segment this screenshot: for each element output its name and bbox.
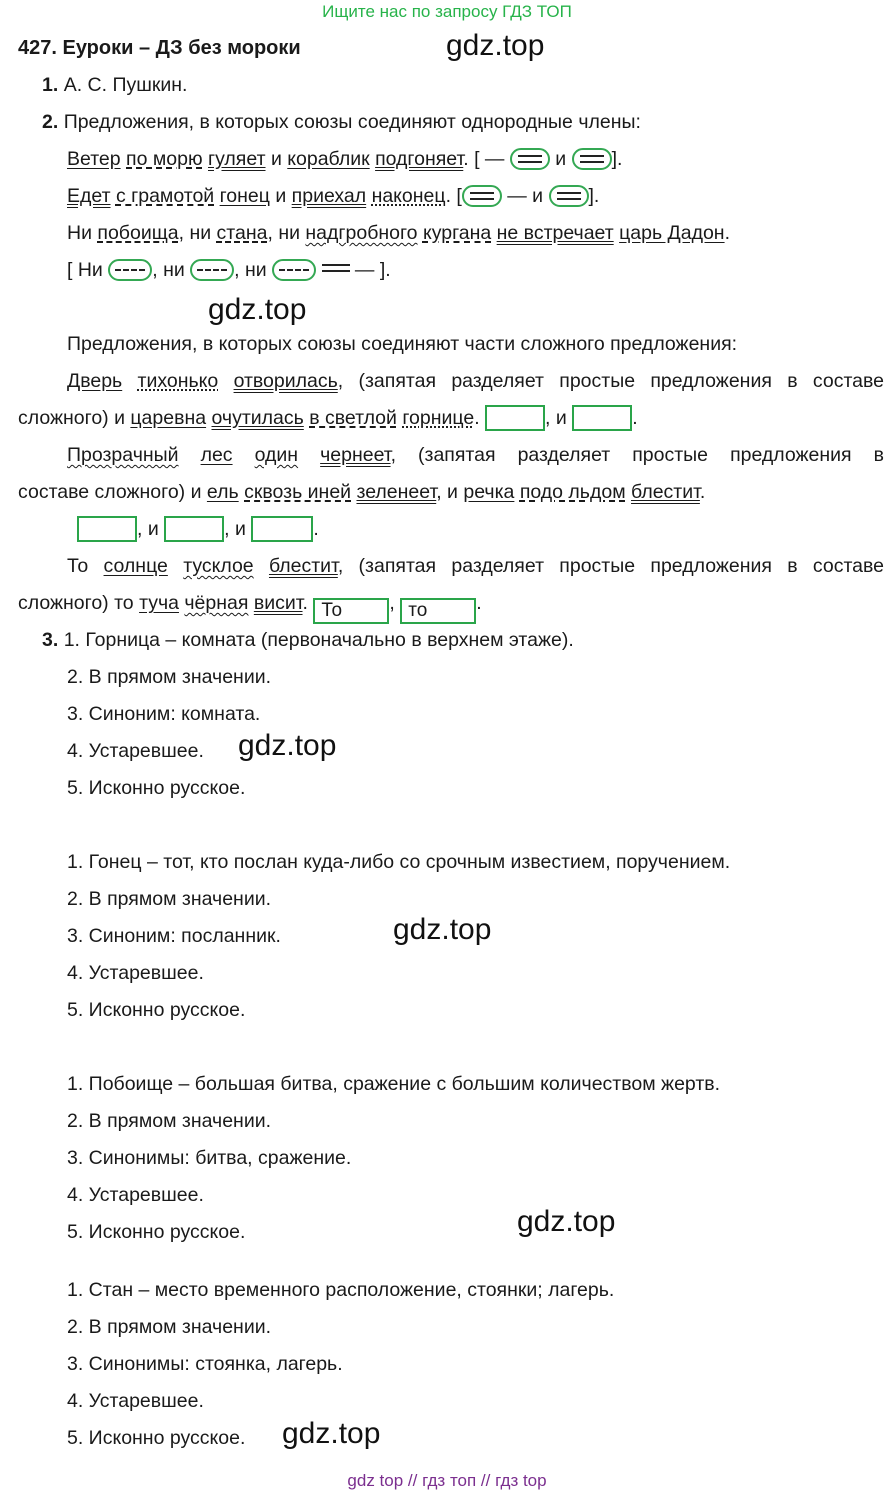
adverbial-word: подо льдом [519,481,626,503]
object-word: горнице [402,407,475,429]
adverbial-word: по морю [126,148,203,170]
predicate-oval-icon [572,148,612,170]
explanation-text: , (запятая разделяет простые предложения в [390,444,884,466]
list-item: 3. Синонимы: стоянка, лагерь. [67,1353,343,1375]
complex-sentence-2-line2 [18,478,705,506]
list-item: 1. Горница – комната (первоначально в верхнем этаже). [63,629,574,651]
footer-links[interactable]: gdz top // гдз топ // гдз top [347,1471,547,1490]
object-oval-icon [190,259,234,281]
answer-text: А. С. Пушкин. [63,74,188,96]
conjunction: ни [278,222,300,244]
object-oval-icon [272,259,316,281]
subject-word: лес [200,444,233,466]
page-title: 427. Еуроки – ДЗ без мороки [18,37,301,59]
explanation-text: , (запятая разделяет простые предложения в составе [337,370,884,392]
separator: , [389,592,395,614]
conjunction: и [275,185,287,207]
text: сложного) и [18,407,125,429]
period: . [724,222,730,244]
list-item: 5. Исконно русское. [67,999,246,1021]
list-item: 4. Устаревшее. [67,962,204,984]
period: . [476,592,482,614]
list-item: 2. В прямом значении. [67,888,272,910]
conjunction: и [532,185,544,207]
sentence-1 [67,145,622,173]
watermark: gdz.top [393,913,492,946]
object-word: кургана [422,222,492,244]
subject-word: ель [206,481,239,503]
list-item: 1. Стан – место временного расположение, стоянки; лагерь. [67,1279,615,1301]
clause-box: То [313,598,389,624]
attribute-word: Прозрачный [67,444,179,466]
complex-sentence-1-line2 [18,404,638,432]
intro-2-text: Предложения, в которых союзы соединяют части сложного предложения: [67,333,738,355]
conjunction: и [270,148,282,170]
separator: , и [545,407,567,429]
adverbial-word: в светлой [309,407,397,429]
predicate-word: чернеет [320,444,391,466]
scheme-open: [ Ни [67,259,103,281]
scheme-close: — ]. [354,259,391,281]
predicate-oval-icon [462,185,502,207]
predicate-word: приехал [291,185,367,207]
object-word: с грамотой [115,185,215,207]
watermark: gdz.top [208,293,307,326]
scheme-close: ]. [611,148,623,170]
clause-box-icon [251,516,313,542]
subject-word: речка [463,481,515,503]
attribute-word: тусклое [183,555,254,577]
clause-box-icon [572,405,632,431]
answer-2-intro [42,108,641,136]
subject-word: солнце [103,555,168,577]
item-number: 1. [42,74,59,96]
watermark: gdz.top [238,729,337,762]
adverbial-word: наконец [371,185,446,207]
predicate-oval-icon [549,185,589,207]
predicate-word: блестит [268,555,338,577]
conjunction: Ни [67,222,92,244]
item-number: 3. [42,629,59,651]
predicate-word: не встречает [496,222,614,244]
scheme-close: ]. [588,185,600,207]
scheme-conj: , ни [234,259,267,281]
predicate-word: зеленеет [356,481,437,503]
text: составе сложного) и [18,481,202,503]
list-item: 2. В прямом значении. [67,1316,272,1338]
list-item: 3. Синоним: комната. [67,703,261,725]
predicate-word: висит [253,592,303,614]
adverbial-word: тихонько [137,370,219,392]
watermark: gdz.top [446,29,545,62]
attribute-word: чёрная [184,592,249,614]
scheme-open: . [ — [463,148,505,170]
list-item: 5. Исконно русское. [67,1221,246,1243]
period: . [445,185,451,207]
scheme-open: [ [456,185,462,207]
period: . [699,481,706,503]
list-item: 1. Гонец – тот, кто послан куда-либо со срочным известием, поручением. [67,851,731,873]
clause-box-icon [164,516,224,542]
list-item: 3. Синонимы: битва, сражение. [67,1147,352,1169]
clause-box: то [400,598,476,624]
top-banner[interactable]: Ищите нас по запросу ГДЗ ТОП [322,2,572,21]
subject-word: царевна [130,407,207,429]
object-word: побоища [97,222,179,244]
list-item: 4. Устаревшее. [67,740,204,762]
conjunction: и [555,148,567,170]
predicate-word: Едет [67,185,111,207]
period: . [474,407,480,429]
complex-sentence-2-line1 [18,441,884,469]
predicate-word: гуляет [208,148,266,170]
answer-3-line-1 [42,626,574,654]
list-item: 5. Исконно русское. [67,777,246,799]
explanation-text: , (запятая разделяет простые предложения в составе [337,555,885,577]
period: . [313,518,319,540]
period: . [632,407,638,429]
intro-text: Предложения, в которых союзы соединяют однородные члены: [63,111,641,133]
predicate-word: подгоняет [375,148,464,170]
attribute-word: один [254,444,299,466]
list-item: 5. Исконно русское. [67,1427,246,1449]
complex-sentence-3-line1 [18,552,884,580]
list-item: 2. В прямом значении. [67,1110,272,1132]
sentence-3: Ни побоища, ни стана, ни надгробного кургана не встречает царь Дадон. [67,222,730,244]
scheme-conj: , ни [152,259,185,281]
complex-sentence-1-line1 [18,367,884,395]
conjunction: ни [189,222,212,244]
list-item: 4. Устаревшее. [67,1390,204,1412]
clause-box-icon [77,516,137,542]
adverbial-word: сквозь иней [244,481,352,503]
complex-sentence-2-scheme [77,515,319,543]
subject-word: гонец [219,185,270,207]
predicate-oval-icon [510,148,550,170]
sentence-2 [67,182,599,210]
item-number: 2. [42,111,59,133]
subject-word: Дверь [67,370,123,392]
list-item: 1. Побоище – большая битва, сражение с большим количеством жертв. [67,1073,721,1095]
complex-sentence-3-line2 [18,589,482,624]
object-oval-icon [108,259,152,281]
answer-1 [42,71,187,99]
list-item: 3. Синоним: посланник. [67,925,281,947]
scheme-dash: — [507,185,527,207]
subject-word: царь Дадон [619,222,725,244]
subject-word: Ветер [67,148,121,170]
period: . [302,592,308,614]
text: , и [436,481,458,503]
predicate-word: отворилась [233,370,338,392]
predicate-word: блестит [631,481,700,503]
watermark: gdz.top [517,1205,616,1238]
object-word: стана [216,222,268,244]
predicate-mark-icon [322,264,350,272]
attribute-word: надгробного [305,222,418,244]
separator: , и [137,518,159,540]
predicate-word: очутилась [211,407,304,429]
watermark: gdz.top [282,1417,381,1450]
clause-box-icon [485,405,545,431]
list-item: 2. В прямом значении. [67,666,272,688]
separator: , и [224,518,246,540]
scheme-3 [67,256,391,284]
subject-word: туча [139,592,179,614]
conjunction: То [67,555,89,577]
subject-word: кораблик [287,148,370,170]
list-item: 4. Устаревшее. [67,1184,204,1206]
text: сложного) то [18,592,134,614]
